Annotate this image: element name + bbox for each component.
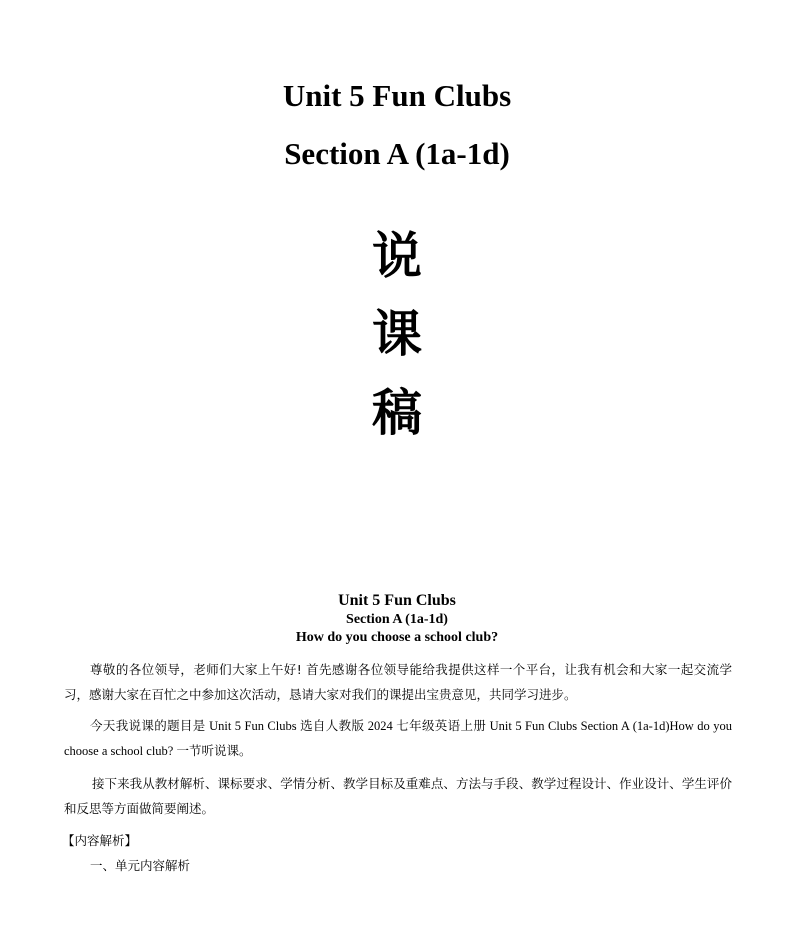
cover-title-line1: Unit 5 Fun Clubs [282,78,512,113]
body-heading-unit: Unit 5 Fun Clubs [338,592,456,609]
body-heading-section: Section A (1a-1d) [346,612,448,627]
subsection-label: 一、单元内容解析 [90,858,191,873]
cover-char-ke: 课 [372,305,422,363]
body-heading-question: How do you choose a school club? [295,630,499,645]
section-label: 【内容解析】 [62,833,138,848]
paragraph-topic: 今天我说课的题目是 Unit 5 Fun Clubs 选自人教版 2024 七年级英语上册 Unit 5 Fun Clubs Section A (1a-1d)How do you choose a school club? 一节听说课。 [64,719,732,758]
cover-title-line2: Section A (1a-1d) [284,136,510,171]
paragraph-greeting: 尊敬的各位领导，老师们大家上午好! 首先感谢各位领导能给我提供这样一个平台，让我有机会和大家一起交流学习，感谢大家在百忙之中参加这次活动，恳请大家对我们的课提出宝贵意见，共同学习进步。 [64,662,732,702]
cover-char-shuo: 说 [372,227,422,285]
paragraph-outline: 接下来我从教材解析、课标要求、学情分析、教学目标及重难点、方法与手段、教学过程设计、作业设计、学生评价和反思等方面做简要阐述。 [64,776,732,816]
cover-char-gao: 稿 [372,384,422,442]
